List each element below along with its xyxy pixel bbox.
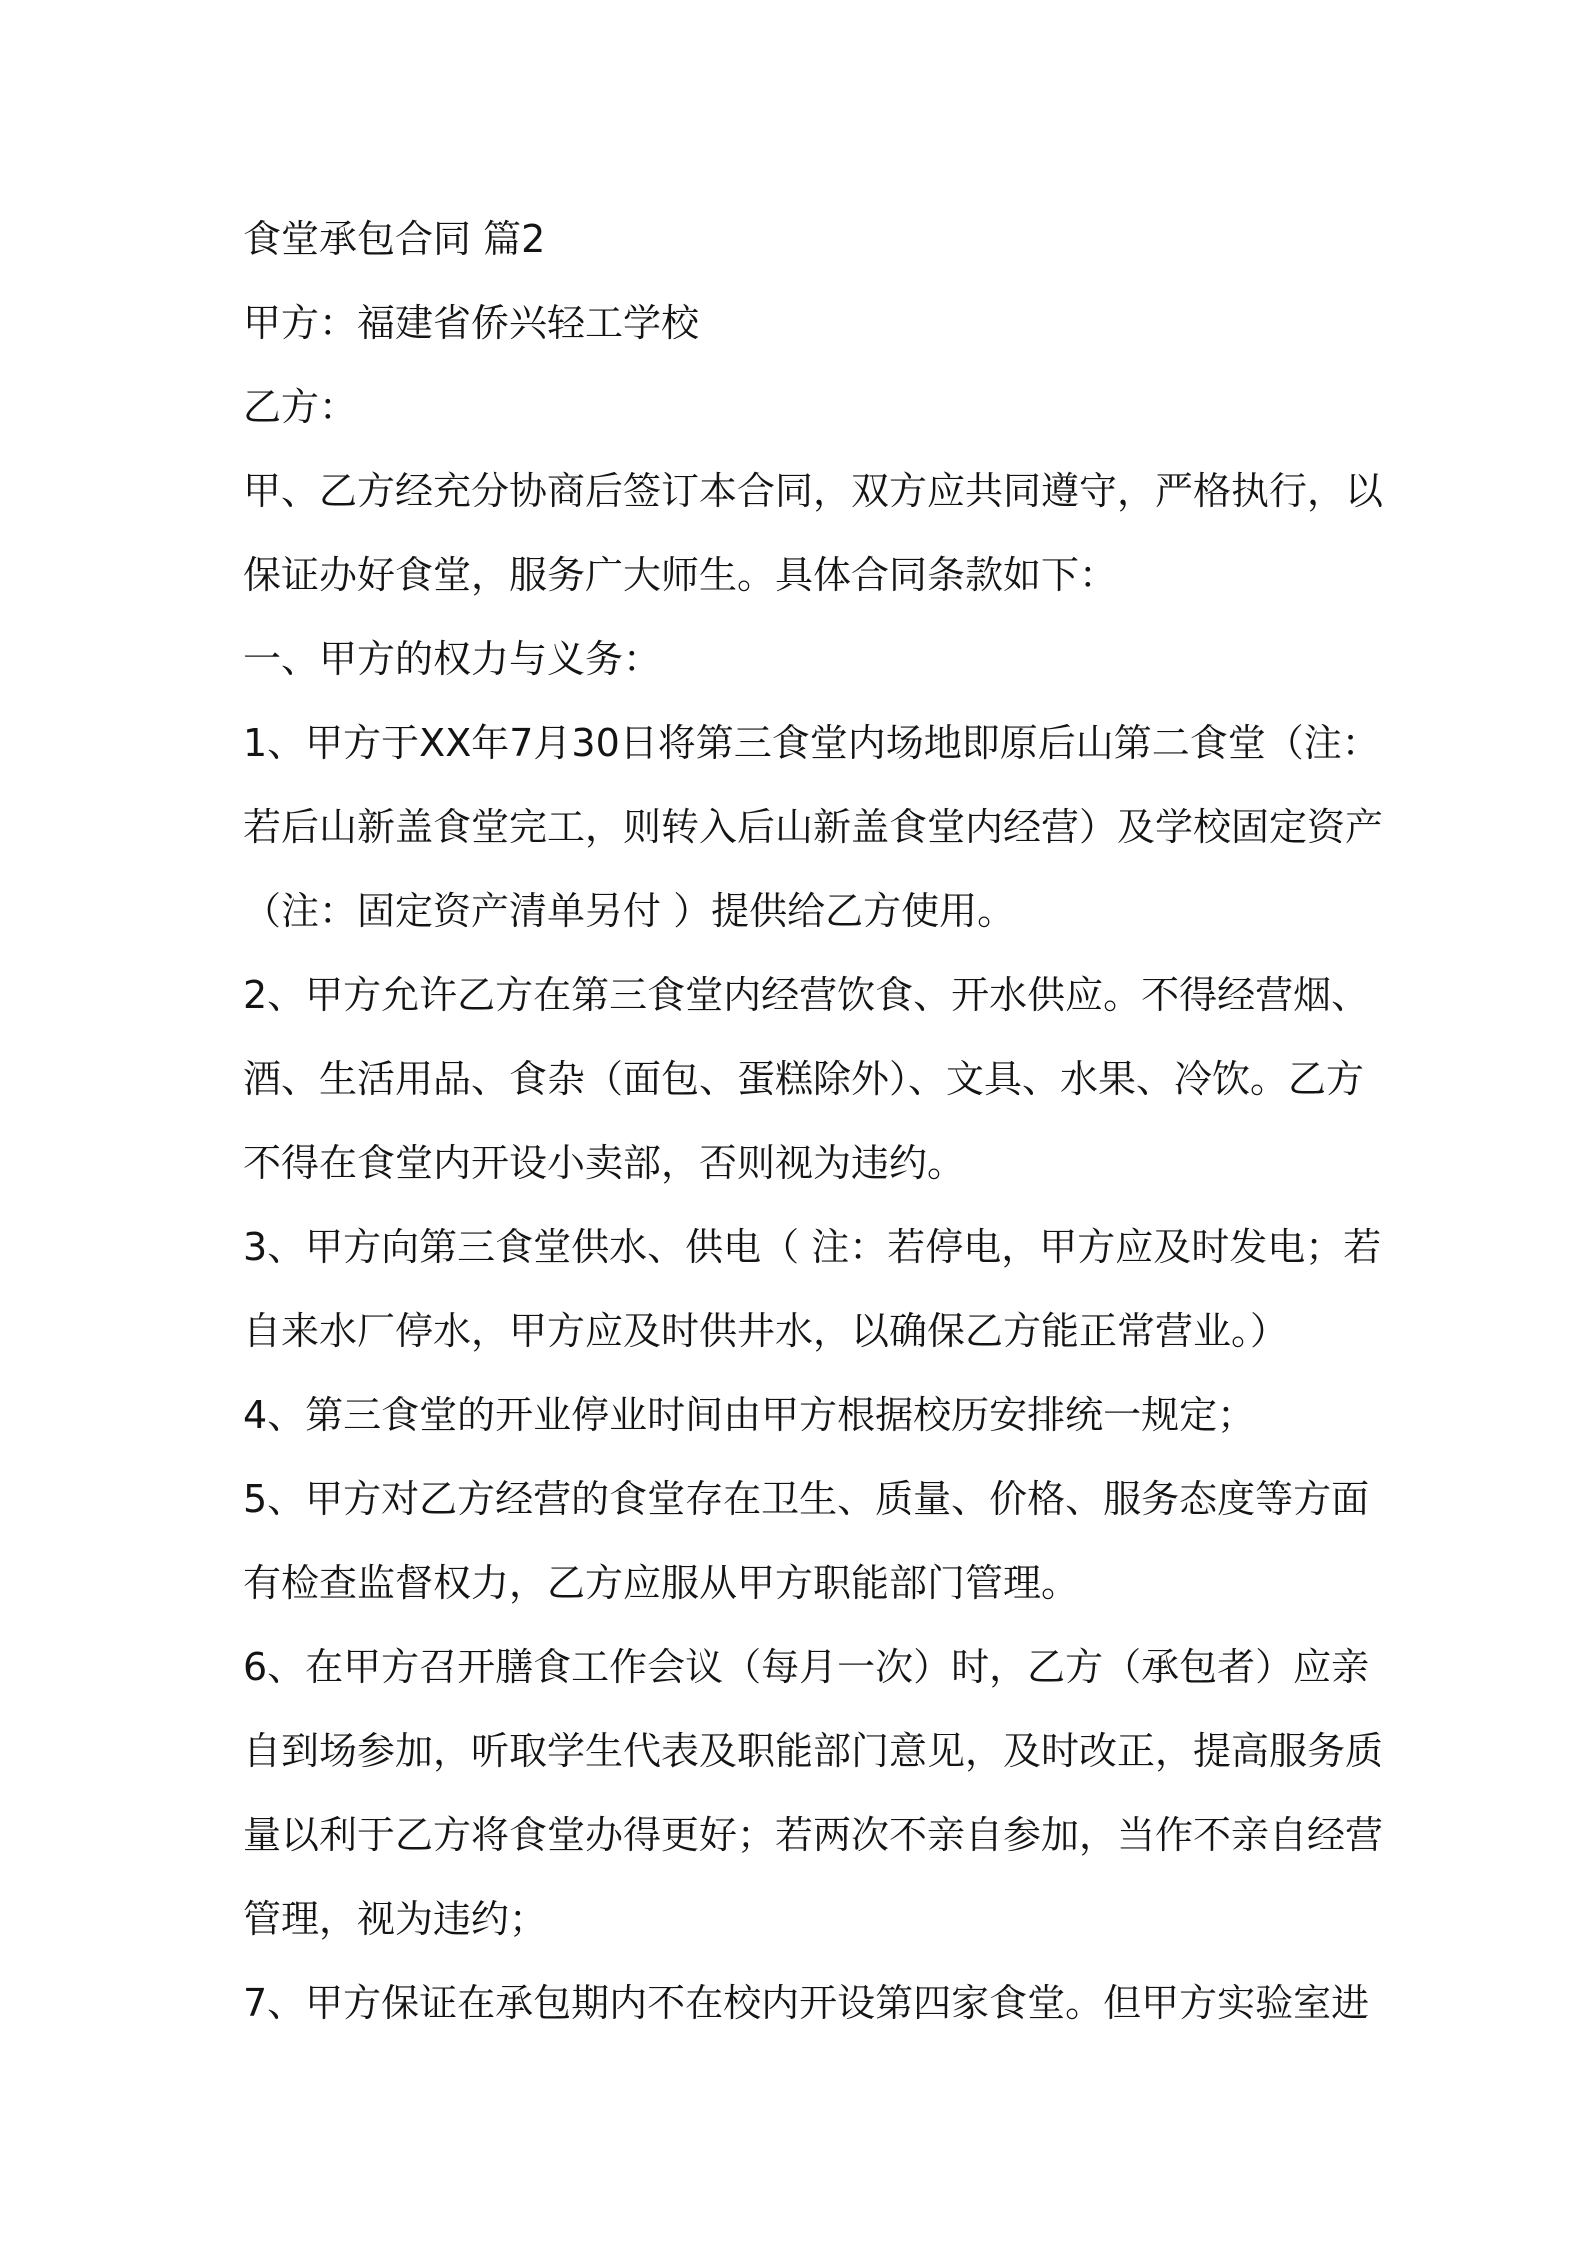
text-line: 5、甲方对乙方经营的食堂存在卫生、质量、价格、服务态度等方面: [243, 1477, 1370, 1521]
text-line: 3、甲方向第三食堂供水、供电（ 注：若停电，甲方应及时发电；若: [243, 1225, 1382, 1269]
text-line: 不得在食堂内开设小卖部，否则视为违约。: [243, 1141, 966, 1185]
text-line: 有检查监督权力，乙方应服从甲方职能部门管理。: [243, 1561, 1080, 1605]
text-line: 4、第三食堂的开业停业时间由甲方根据校历安排统一规定；: [243, 1393, 1256, 1437]
text-line: 7、甲方保证在承包期内不在校内开设第四家食堂。但甲方实验室进: [243, 1981, 1370, 2025]
document-title: 食堂承包合同 篇2: [243, 217, 546, 261]
document-body: [243, 197, 1384, 2045]
text-line: （注：固定资产清单另付 ）提供给乙方使用。: [243, 889, 1016, 933]
section-heading: 一、甲方的权力与义务：: [243, 637, 662, 681]
text-line: 自到场参加，听取学生代表及职能部门意见，及时改正，提高服务质: [243, 1729, 1384, 1773]
text-line: 量以利于乙方将食堂办得更好；若两次不亲自参加，当作不亲自经营: [243, 1813, 1384, 1857]
text-line: 若后山新盖食堂完工，则转入后山新盖食堂内经营）及学校固定资产: [243, 805, 1384, 849]
party-a-line: 甲方：福建省侨兴轻工学校: [243, 301, 700, 345]
party-b-line: 乙方：: [243, 385, 358, 429]
text-line: 自来水厂停水，甲方应及时供井水，以确保乙方能正常营业。）: [243, 1309, 1289, 1353]
text-line: 保证办好食堂，服务广大师生。具体合同条款如下：: [243, 553, 1118, 597]
text-line: 1、甲方于XX年7月30日将第三食堂内场地即原后山第二食堂（注：: [243, 721, 1380, 765]
text-line: 甲、乙方经充分协商后签订本合同，双方应共同遵守，严格执行，以: [243, 469, 1384, 513]
text-line: 6、在甲方召开膳食工作会议（每月一次）时，乙方（承包者）应亲: [243, 1645, 1370, 1689]
text-line: 酒、生活用品、食杂（面包、蛋糕除外）、文具、水果、冷饮。乙方: [243, 1057, 1365, 1101]
text-line: 管理，视为违约；: [243, 1897, 548, 1941]
text-line: 2、甲方允许乙方在第三食堂内经营饮食、开水供应。不得经营烟、: [243, 973, 1370, 1017]
